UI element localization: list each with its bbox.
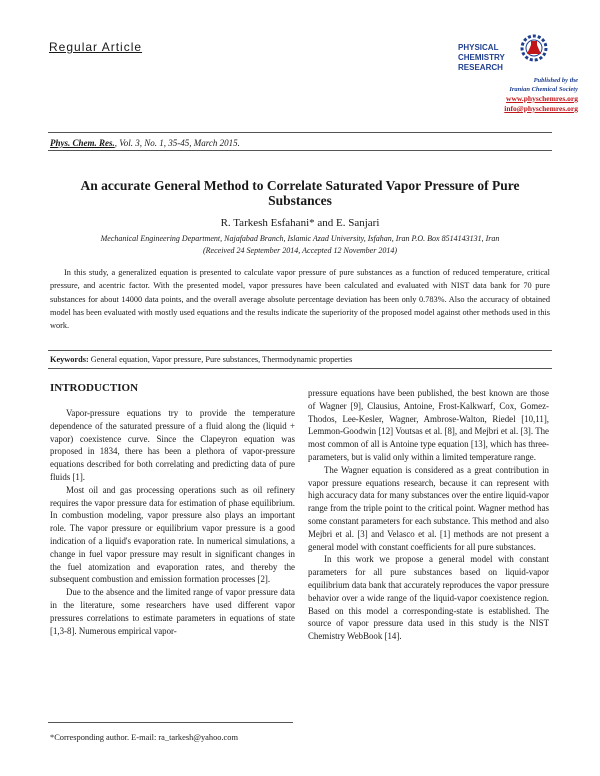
website-link[interactable]: www.physchemres.org [506,94,578,103]
received-dates: (Received 24 September 2014, Accepted 12 November 2014) [202,246,397,255]
paragraph: pressure equations have been published, the best known are those of Wagner [9], Clausius, Antoine, Frost-Kalkwarf, Cox, Gomez-Thodos, Lee-Kesler, Wagner, Ambrose-Walton, Riedel [10,11], Lemmon-Goodwin [12] Voutsas et al. [8], and Mejbri et al. [3]. The most common of all is Antoine type equation [13], which has three-parameters, but is valid only within a limited temperature range. [308,388,549,462]
abstract: In this study, a generalized equation is presented to calculate vapor pressure of pure substances as a function of reduced temperature, critical pressure, and acentric factor. With the presented model, vapor pressures have been calculated and evaluated with NIST data bank for 70 pure substances for about 14000 data points, and the overall average absolute percentage deviation has been only 0.783%. Also the accuracy of obtained model has been evaluated with mostly used equations and the results indicate the superiority of the proposed model against other methods used in this work. [50,268,550,331]
corresponding-author-footnote: *Corresponding author. E-mail: ra_tarkesh@yahoo.com [50,733,238,742]
paragraph: Most oil and gas processing operations such as oil refinery requires the vapor pressure data for estimation of phase equilibrium. In combustion modeling, vapor pressure also plays an important role. The vapor pressure or equilibrium vapor pressure is a good indication of a liquid's evaporation rate. In numerical simulations, a change in fuel vapor pressure may result in significant changes in the fuel atomization and evaporation rates, and thereby the subsequent combustion and emission formation processes [2]. [50,484,295,585]
right-column [308,387,549,643]
footnote-rule [48,722,293,723]
publisher-line: Published by the Iranian Chemical Society [509,77,578,93]
journal-citation: Phys. Chem. Res., Vol. 3, No. 1, 35-45, March 2015. [50,138,240,148]
paragraph: Vapor-pressure equations try to provide the temperature dependence of the saturated pressure of a fluid along the (liquid + vapor) coexistence curve. Since the Clapeyron equation was proposed in 1834, there has been a plethora of vapor-pressure equations described for both correlating and predicting data of pure fluids [1]. [50,408,295,482]
section-heading: INTRODUCTION [50,382,139,394]
paragraph: In this work we propose a general model with constant parameters for all pure substances based on liquid-vapor equilibrium data bank that accurately reproduces the vapor pressure behavior over a wide range of the liquid-vapor coexistence region. Based on this model a corresponding-state is established. The source of vapor pressure data used in this study is the NIST Chemistry WebBook [14]. [308,554,549,642]
authors: R. Tarkesh Esfahani* and E. Sanjari [220,217,380,229]
logo-title: PHYSICAL CHEMISTRY RESEARCH [458,43,505,72]
journal-logo-block [458,30,578,114]
citation-rule [48,150,552,151]
affiliation: Mechanical Engineering Department, Najafabad Branch, Islamic Azad University, Isfahan, Iran P.O. Box 8514143131, Iran [100,234,500,243]
keywords-rule [48,368,552,369]
abstract-rule [48,350,552,351]
article-type-label: Regular Article [49,40,143,54]
left-column [50,400,295,637]
header-rule [48,132,552,133]
paragraph: Due to the absence and the limited range of vapor pressure data in the literature, some researchers have used different vapor pressures correlations to estimate parameters in equations of state [1,3-8]. Numerous empirical vapor- [50,587,295,636]
paragraph: The Wagner equation is considered as a great contribution in vapor pressure equations research, because it can represent with high accuracy data for many substances over the entire liquid-vapor range from the triple point to the critical point. Wagner method has some constant parameters for each substance. This method and also Mejbri et al. [3] and Velasco et al. [1] methods are not present a general model with constant coefficients for all pure substances. [308,464,549,552]
flask-gear-icon [516,30,552,66]
email-link[interactable]: info@physchemres.org [504,104,578,113]
paper-title: An accurate General Method to Correlate Saturated Vapor Pressure of Pure Substances [80,178,520,208]
keywords: Keywords: General equation, Vapor pressure, Pure substances, Thermodynamic properties [50,355,353,364]
